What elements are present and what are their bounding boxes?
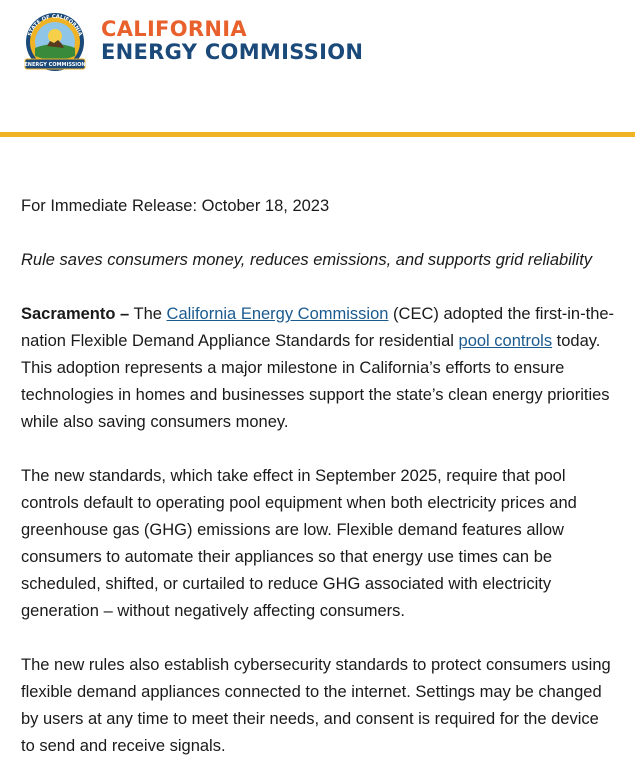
paragraph-1	[21, 301, 615, 436]
dateline: Sacramento –	[21, 305, 130, 323]
cec-link[interactable]: California Energy Commission	[166, 305, 389, 323]
paragraph-3: The new rules also establish cybersecurity standards to protect consumers using flexible demand appliances connected to the internet. Settings may be changed by users at any time to meet their needs, and consent is required for the device to send and receive signals.	[21, 656, 611, 755]
release-date-line: For Immediate Release: October 18, 2023	[21, 197, 330, 215]
paragraph-2: The new standards, which take effect in September 2025, require that pool controls default to operating pool equipment when both electricity prices and greenhouse gas (GHG) emissions are low. Flexible demand features allow consumers to automate their appliances so that energy use times can be scheduled, shifted, or curtailed to reduce GHG associated with electricity generation – without negatively affecting consumers.	[21, 467, 577, 620]
para1-text-a: The	[129, 305, 167, 323]
para1-text-c: today. This adoption represents a major milestone in California’s efforts to ensure technologies in homes and businesses support the state’s clean energy priorities while also saving consumers money.	[21, 332, 610, 431]
org-logo-text[interactable]	[101, 18, 363, 64]
para1-text-b: (CEC) adopted the first-in-the-nation Flexible Demand Appliance Standards for residential	[21, 305, 615, 350]
org-name-line2: ENERGY COMMISSION	[101, 40, 364, 64]
seal-text-top: STATE OF CALIFORNIA	[27, 13, 83, 37]
org-name-line1: CALIFORNIA	[101, 17, 247, 41]
article-subhead: Rule saves consumers money, reduces emissions, and supports grid reliability	[21, 251, 593, 269]
pool-controls-link[interactable]: pool controls	[458, 332, 553, 350]
header-divider	[0, 132, 635, 137]
page-header	[0, 0, 635, 132]
seal-text-bottom: ENERGY COMMISSION	[24, 62, 86, 68]
california-energy-seal-icon[interactable]	[20, 12, 90, 74]
